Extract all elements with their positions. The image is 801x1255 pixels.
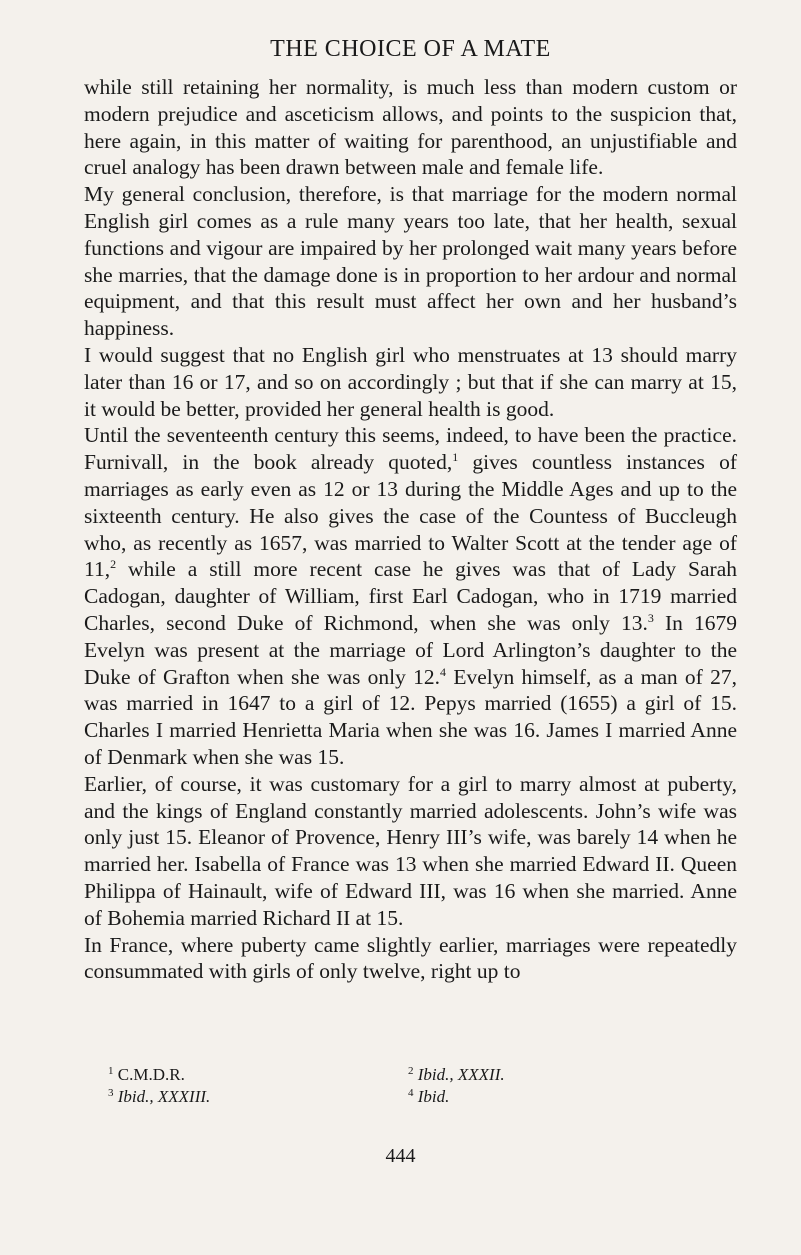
footnote-text: Ibid., XXXIII.: [117, 1087, 211, 1106]
text-run: Evelyn himself, as a man of 27, was married in 1647 to a girl of 12. Pepys married (1655) a girl of 15. Charles I married Henrietta Maria when she was 16. James I married Anne of Denmark when she was 15.: [84, 664, 737, 769]
text-run: Until the seventeenth century this seems, indeed, to have been the practice. Furnivall, in the book already quoted,: [84, 423, 737, 475]
footnote-number: 4: [408, 1087, 414, 1099]
footnote-text: C.M.D.R.: [117, 1065, 185, 1084]
paragraph-kings: Earlier, of course, it was customary for a girl to marry almost at puberty, and the kings of England constantly married adolescents. John’s wife was only just 15. Eleanor of Provence, Henry III’s wife, was barely 14 when he married her. Isabella of France was 13 when she married Edward II. Queen Philippa of Hainault, wife of Edward III, was 16 when she married. Anne of Bohemia married Richard II at 15.: [84, 771, 737, 930]
footnotes: [108, 1064, 708, 1108]
footnote-text: Ibid.: [417, 1087, 450, 1106]
paragraph-continuation: while still retaining her normality, is much less than modern custom or modern prejudice and asceticism allows, and points to the suspicion that, here again, in this matter of waiting for parenthood, an unjustifiable and cruel analogy has been drawn between male and female life.: [84, 75, 737, 180]
footnote-number: 3: [108, 1087, 114, 1099]
body-text: [84, 74, 737, 985]
text-run: In 1679 Evelyn was present at the marriage of Lord Arlington’s daughter to the Duke of Grafton when she was only 12.: [84, 610, 737, 689]
footnote-4: [408, 1086, 708, 1108]
footnote-ref-2: 2: [110, 557, 117, 572]
paragraph-france: In France, where puberty came slightly earlier, marriages were repeatedly consummated with girls of only twelve, right up to: [84, 932, 737, 984]
paragraph-conclusion: My general conclusion, therefore, is that marriage for the modern normal English girl comes as a rule many years too late, that her health, sexual functions and vigour are impaired by her prolonged wait many years before she marries, that the damage done is in proportion to her ardour and normal equipment, and that this result must affect her own and her husband’s happiness.: [84, 182, 737, 341]
footnote-ref-1: 1: [452, 450, 459, 465]
footnote-text: Ibid., XXXII.: [417, 1065, 505, 1084]
footnote-2: [408, 1064, 708, 1086]
footnote-number: 2: [408, 1065, 414, 1077]
paragraph-history: [84, 422, 737, 770]
footnote-row: [108, 1086, 708, 1108]
page-number: 444: [385, 1145, 416, 1167]
text-run: gives countless instances of marriages as early even as 12 or 13 during the Middle Ages and up to the sixteenth century. He also gives the case of the Countess of Buccleugh who, as recently as 1657, was married to Walter Scott at the tender age of 11,: [84, 450, 737, 582]
footnote-ref-3: 3: [647, 610, 654, 625]
paragraph-suggestion: I would suggest that no English girl who menstruates at 13 should marry later than 16 or 17, and so on accordingly ; but that if she can marry at 15, it would be better, provided her general health is good.: [84, 342, 737, 421]
footnote-ref-4: 4: [440, 664, 447, 679]
footnote-3: [108, 1086, 408, 1108]
footnote-row: [108, 1064, 708, 1086]
text-run: while a still more recent case he gives was that of Lady Sarah Cadogan, daughter of William, first Earl Cadogan, who in 1719 married Charles, second Duke of Richmond, when she was only 13.: [84, 557, 737, 635]
footnote-number: 1: [108, 1065, 114, 1077]
running-head: THE CHOICE OF A MATE: [270, 36, 551, 62]
footnote-1: [108, 1064, 408, 1086]
